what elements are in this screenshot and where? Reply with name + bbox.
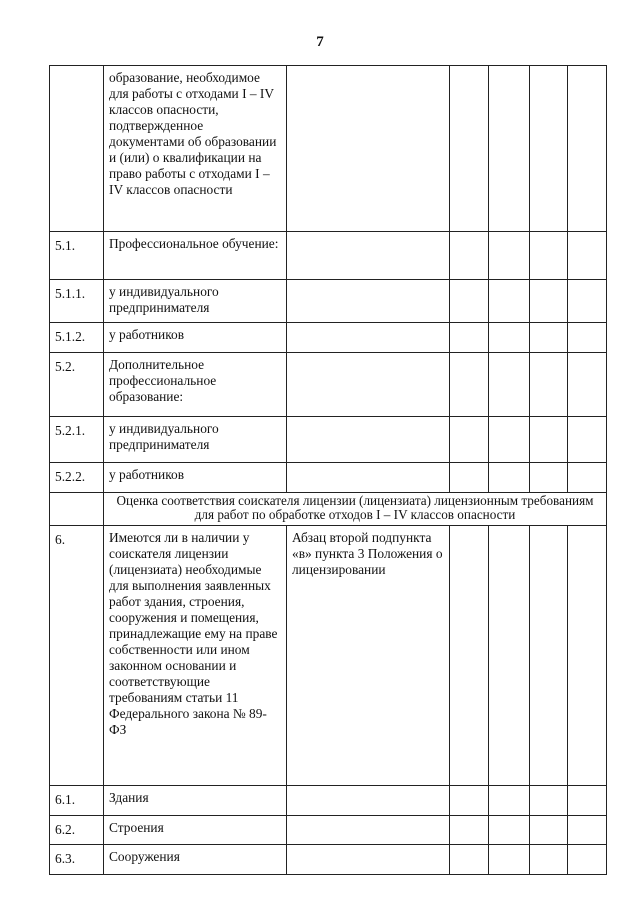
row-number: 6.: [50, 526, 104, 786]
legal-reference: [287, 232, 450, 280]
table-row: [50, 66, 607, 232]
page-number: 7: [316, 34, 324, 50]
legal-reference: Абзац второй подпункта «в» пункта 3 Положения о лицензировании: [287, 526, 450, 786]
legal-reference: [287, 280, 450, 323]
empty-cell: [530, 463, 568, 493]
requirement-text: у индивидуального предпринимателя: [104, 417, 287, 463]
row-number: 6.3.: [50, 845, 104, 875]
section-header: Оценка соответствия соискателя лицензии (лицензиата) лицензионным требованиям для работ по обработке отходов I – IV классов опасности: [104, 493, 607, 526]
table-row: [50, 323, 607, 353]
empty-cell: [450, 845, 489, 875]
empty-cell: [530, 845, 568, 875]
empty-cell: [489, 417, 530, 463]
table-row: [50, 526, 607, 786]
empty-cell: [530, 816, 568, 845]
requirement-text: Дополнительное профессиональное образование:: [104, 353, 287, 417]
empty-cell: [530, 232, 568, 280]
legal-reference: [287, 845, 450, 875]
empty-cell: [568, 816, 607, 845]
requirement-text: Строения: [104, 816, 287, 845]
table-row: [50, 280, 607, 323]
empty-cell: [450, 786, 489, 816]
empty-cell: [530, 786, 568, 816]
empty-cell: [450, 66, 489, 232]
requirement-text: Сооружения: [104, 845, 287, 875]
legal-reference: [287, 353, 450, 417]
row-number: 5.2.1.: [50, 417, 104, 463]
section-header-row: [50, 493, 607, 526]
requirement-text: образование, необходимое для работы с отходами I – IV классов опасности, подтвержденное документами об образовании и (или) о квалификации на право работы с отходами I – IV классов опасности: [104, 66, 287, 232]
requirement-text: у работников: [104, 463, 287, 493]
row-number: 5.2.2.: [50, 463, 104, 493]
empty-cell: [568, 66, 607, 232]
requirement-text: у работников: [104, 323, 287, 353]
table-row: [50, 463, 607, 493]
empty-cell: [530, 417, 568, 463]
requirement-text: Здания: [104, 786, 287, 816]
table-row: [50, 786, 607, 816]
empty-cell: [530, 280, 568, 323]
legal-reference: [287, 816, 450, 845]
requirement-text: у индивидуального предпринимателя: [104, 280, 287, 323]
empty-cell: [450, 526, 489, 786]
table-row: [50, 353, 607, 417]
empty-cell: [489, 280, 530, 323]
table-row: [50, 816, 607, 845]
row-number: 5.1.: [50, 232, 104, 280]
license-requirements-table: [49, 65, 607, 875]
empty-cell: [489, 816, 530, 845]
empty-cell: [568, 280, 607, 323]
empty-cell: [450, 323, 489, 353]
empty-cell: [50, 493, 104, 526]
empty-cell: [530, 323, 568, 353]
empty-cell: [568, 323, 607, 353]
empty-cell: [530, 353, 568, 417]
empty-cell: [568, 463, 607, 493]
row-number: 5.2.: [50, 353, 104, 417]
empty-cell: [530, 526, 568, 786]
row-number: 6.1.: [50, 786, 104, 816]
requirement-text: Профессиональное обучение:: [104, 232, 287, 280]
row-number: 5.1.2.: [50, 323, 104, 353]
empty-cell: [489, 526, 530, 786]
empty-cell: [450, 232, 489, 280]
legal-reference: [287, 323, 450, 353]
empty-cell: [450, 353, 489, 417]
empty-cell: [450, 463, 489, 493]
empty-cell: [568, 232, 607, 280]
empty-cell: [489, 323, 530, 353]
requirement-text: Имеются ли в наличии у соискателя лицензии (лицензиата) необходимые для выполнения заявленных работ здания, строения, сооружения и помещения, принадлежащие ему на праве собственности или ином законном основании и соответствующие требованиям статьи 11 Федерального закона № 89-ФЗ: [104, 526, 287, 786]
empty-cell: [489, 845, 530, 875]
empty-cell: [489, 232, 530, 280]
empty-cell: [568, 417, 607, 463]
empty-cell: [568, 786, 607, 816]
legal-reference: [287, 786, 450, 816]
empty-cell: [489, 786, 530, 816]
empty-cell: [568, 845, 607, 875]
legal-reference: [287, 463, 450, 493]
empty-cell: [489, 463, 530, 493]
row-number: [50, 66, 104, 232]
row-number: 6.2.: [50, 816, 104, 845]
empty-cell: [489, 66, 530, 232]
empty-cell: [489, 353, 530, 417]
empty-cell: [530, 66, 568, 232]
legal-reference: [287, 417, 450, 463]
legal-reference: [287, 66, 450, 232]
table-row: [50, 417, 607, 463]
table-row: [50, 845, 607, 875]
empty-cell: [450, 417, 489, 463]
row-number: 5.1.1.: [50, 280, 104, 323]
empty-cell: [568, 353, 607, 417]
table-row: [50, 232, 607, 280]
empty-cell: [568, 526, 607, 786]
empty-cell: [450, 816, 489, 845]
empty-cell: [450, 280, 489, 323]
